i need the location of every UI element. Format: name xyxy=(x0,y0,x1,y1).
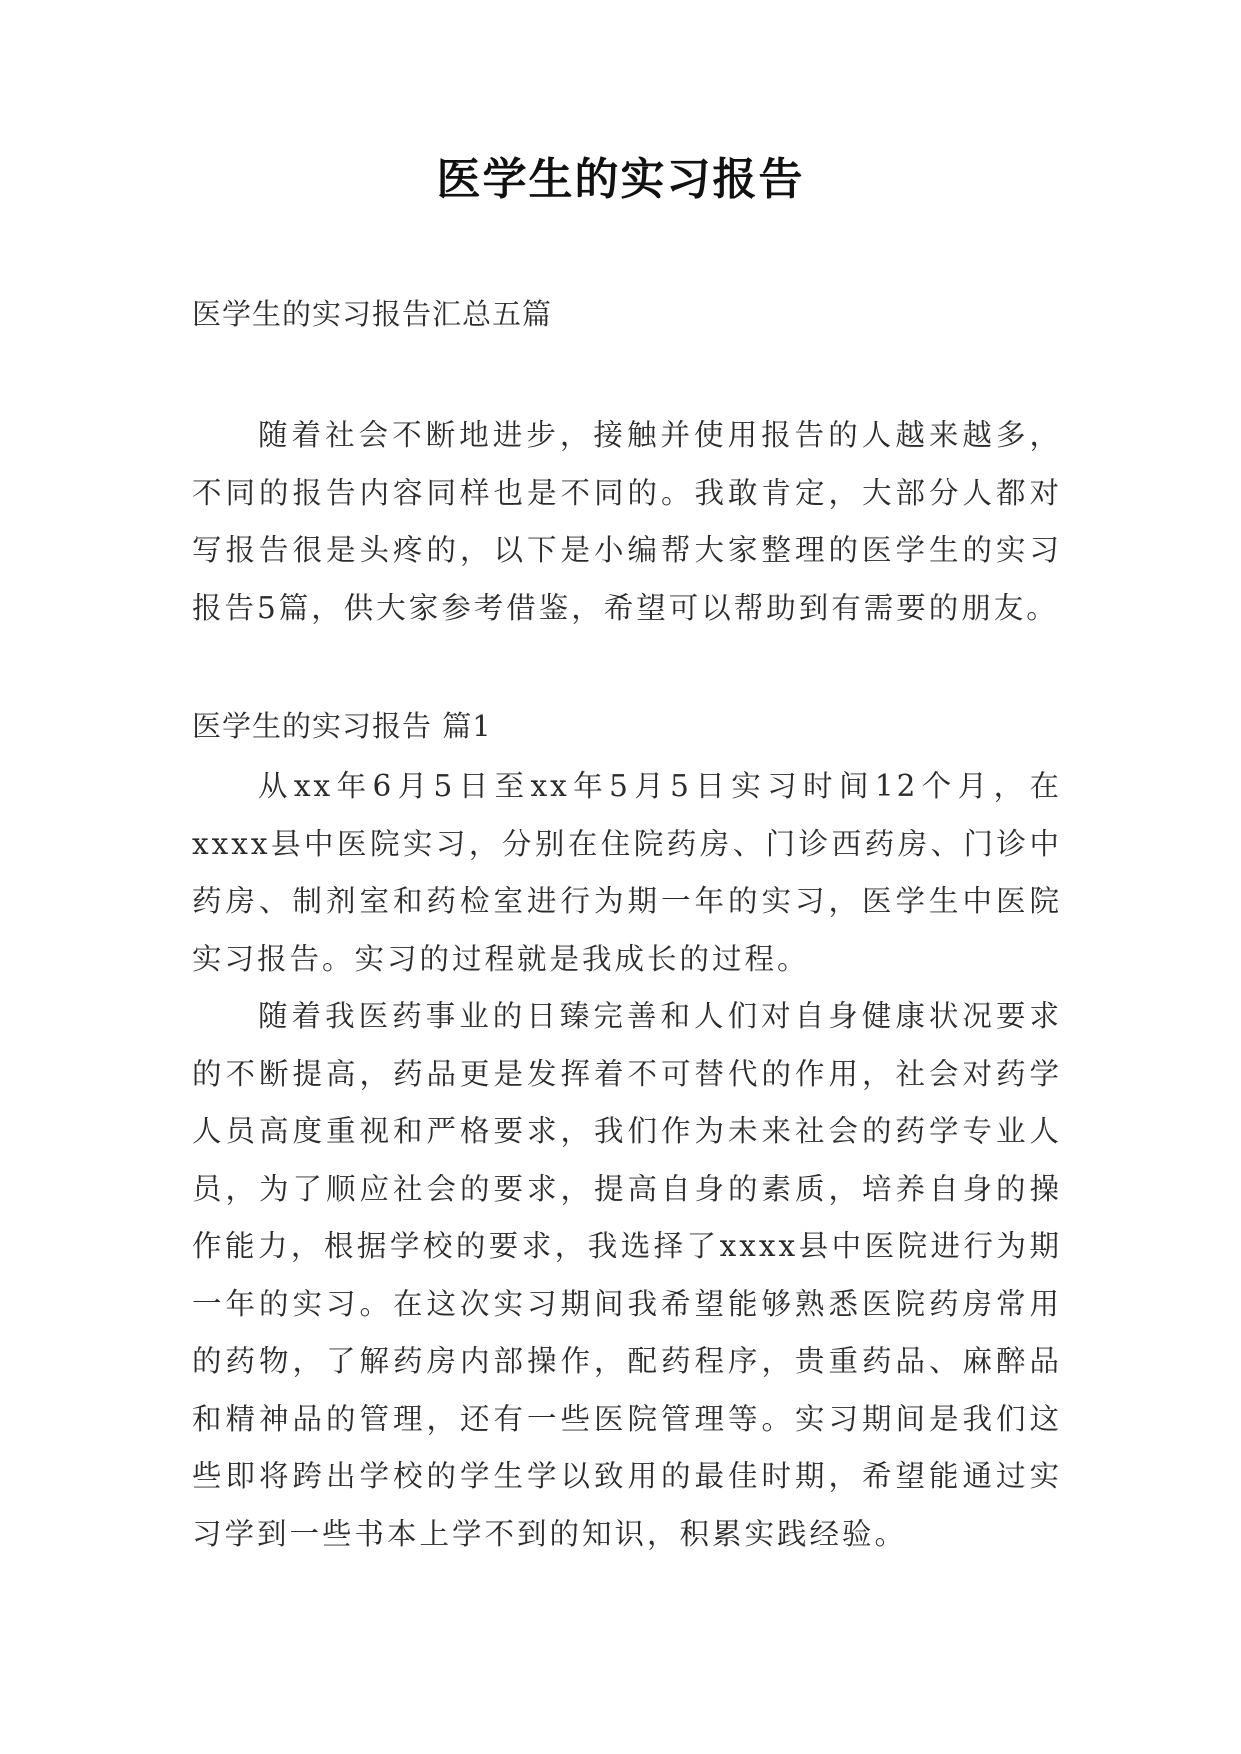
intro-paragraph: 随着社会不断地进步，接触并使用报告的人越来越多，不同的报告内容同样也是不同的。我敢肯定，大部分人都对写报告很是头疼的，以下是小编帮大家整理的医学生的实习报告5篇，供大家参考借鉴，希望可以帮助到有需要的朋友。 xyxy=(192,418,1062,625)
document-title: 医学生的实习报告 xyxy=(436,154,805,205)
body-paragraph: 随着我医药事业的日臻完善和人们对自身健康状况要求的不断提高，药品更是发挥着不可替代的作用，社会对药学人员高度重视和严格要求，我们作为未来社会的药学专业人员，为了顺应社会的要求，提高自身的素质，培养自身的操作能力，根据学校的要求，我选择了xxxx县中医院进行为期一年的实习。在这次实习期间我希望能够熟悉医院药房常用的药物，了解药房内部操作，配药程序，贵重药品、麻醉品和精神品的管理，还有一些医院管理等。实习期间是我们这些即将跨出学校的学生学以致用的最佳时期，希望能通过实习学到一些书本上学不到的知识，积累实践经验。 xyxy=(192,999,1062,1551)
section-heading: 医学生的实习报告 篇1 xyxy=(192,709,492,743)
body-paragraph: 从xx年6月5日至xx年5月5日实习时间12个月，在xxxx县中医院实习，分别在住院药房、门诊西药房、门诊中药房、制剂室和药检室进行为期一年的实习，医学生中医院实习报告。实习的过程就是我成长的过程。 xyxy=(192,769,1062,976)
document-subtitle: 医学生的实习报告汇总五篇 xyxy=(192,297,553,331)
